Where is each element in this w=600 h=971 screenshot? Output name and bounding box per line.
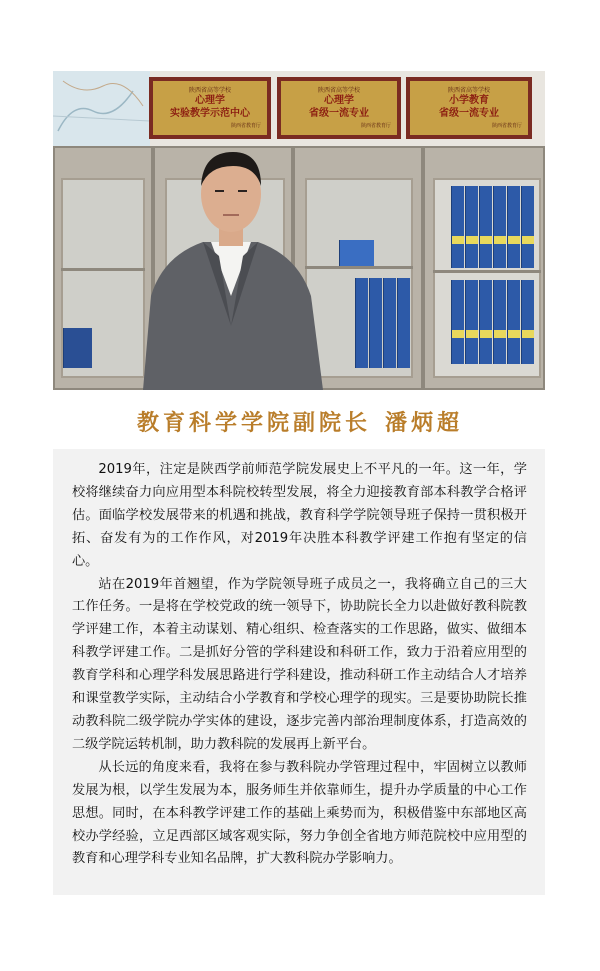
wall-map (53, 71, 150, 146)
paragraph-3: 从长远的角度来看，我将在参与教科院办学管理过程中，牢固树立以教师发展为根，以学生发展为本，服务师生并依靠师生，提升办学质量的中心工作思想。同时，在本科教学评建工作的基础上乘势而为，积极借鉴中东部地区高校办学经验，立足西部区域客观实际，努力争创全省地方师范院校中应用型的教育和心理学科专业知名品牌，扩大教科院办学影响力。 (72, 759, 527, 867)
paragraph-1: 2019年，注定是陕西学前师范学院发展史上不平凡的一年。这一年，学校将继续奋力向应用型本科院校转型发展，将全力迎接教育部本科教学合格评估。面临学校发展带来的机遇和挑战，教育科学学院领导班子保持一贯积极开拓、奋发有为的工作作风，对2019年决胜本科教学评建工作抱有坚定的信心。 (72, 462, 527, 569)
article-body (53, 449, 545, 895)
cabinet-right (423, 146, 545, 390)
heading-role: 教育科学学院副院长 (136, 410, 371, 436)
plaque-3: 陕西省高等学校 小学教育 省级一流专业 陕西省教育厅 (406, 77, 532, 139)
page-heading (0, 406, 600, 437)
paragraph-2: 站在2019年首翘望，作为学院领导班子成员之一，我将确立自己的三大工作任务。一是将在学校党政的统一领导下，协助院长全力以赴做好教科院教学评建工作，本着主动谋划、精心组织、检查落实的工作思路，做实、做细本科教学评建工作。二是抓好分管的学科建设和科研工作，致力于沿着应用型的教育学科和心理学科发展思路进行学科建设，推动科研工作主动结合人才培养和课堂教学实际，主动结合小学教育和学校心理学的现实。三是要协助院长推动教科院二级学院办学实体的建设，逐步完善内部治理制度体系，打造高效的二级学院运转机制，助力教科院的发展再上新平台。 (72, 576, 527, 752)
person-figure (133, 146, 328, 390)
plaque-1: 陕西省高等学校 心理学 实验教学示范中心 陕西省教育厅 (149, 77, 271, 139)
portrait-photo (53, 71, 545, 390)
plaque-2: 陕西省高等学校 心理学 省级一流专业 陕西省教育厅 (277, 77, 401, 139)
heading-name: 潘炳超 (385, 410, 464, 436)
